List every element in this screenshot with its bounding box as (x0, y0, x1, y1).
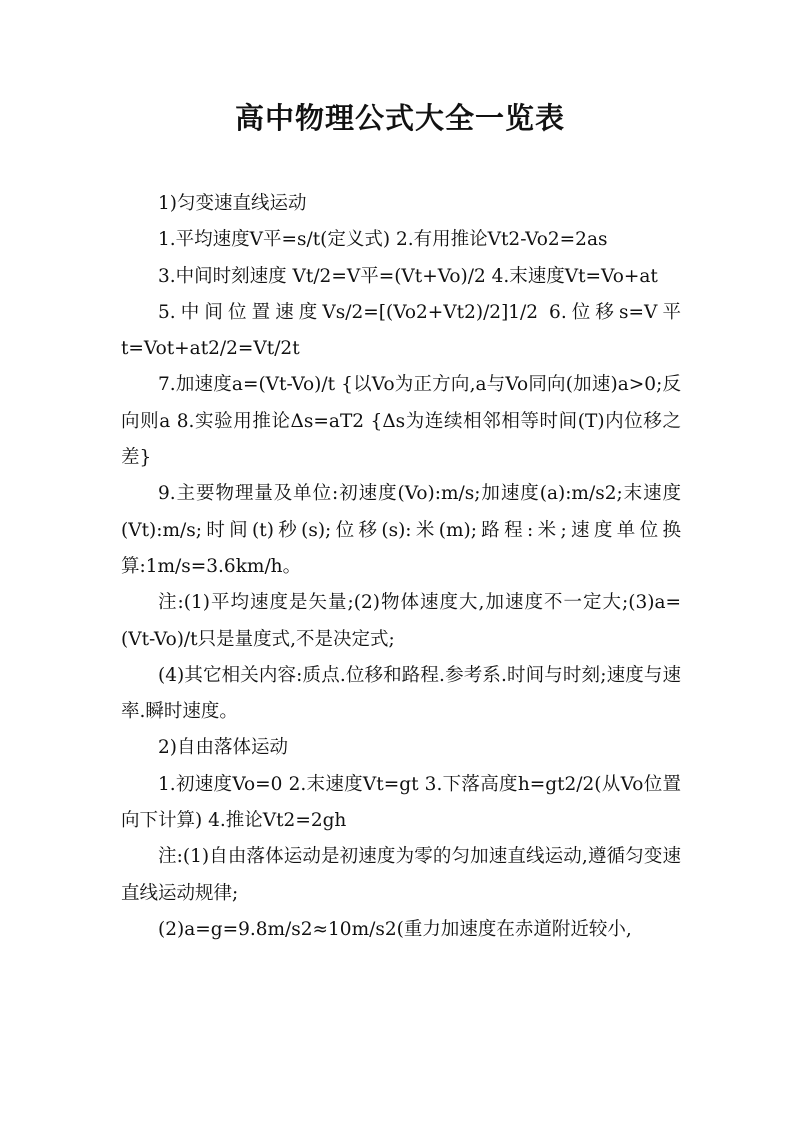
paragraph-free-fall-formulas: 1.初速度Vo=0 2.末速度Vt=gt 3.下落高度h=gt2/2(从Vo位置向下计算) 4.推论Vt2=2gh (121, 773, 681, 832)
paragraph-note-related: (4)其它相关内容:质点.位移和路程.参考系.时间与时刻;速度与速率.瞬时速度。 (121, 664, 681, 723)
paragraph-free-fall-note-1: 注:(1)自由落体运动是初速度为零的匀加速直线运动,遵循匀变速直线运动规律; (121, 846, 681, 904)
document-body (121, 186, 681, 948)
paragraph-note-1: 注:(1)平均速度是矢量;(2)物体速度大,加速度不一定大;(3)a=(Vt-Vo)/t只是量度式,不是决定式; (121, 592, 681, 650)
paragraph-formulas-5-6: 5.中间位置速度Vs/2=[(Vo2+Vt2)/2]1/2 6.位移s=V平t=Vot+at2/2=Vt/2t (121, 301, 681, 360)
paragraph-formulas-7-8: 7.加速度a=(Vt-Vo)/t {以Vo为正方向,a与Vo同向(加速)a>0;反向则a 8.实验用推论Δs=aT2 {Δs为连续相邻相等时间(T)内位移之差} (121, 374, 681, 469)
paragraph-units: 9.主要物理量及单位:初速度(Vo):m/s;加速度(a):m/s2;末速度(Vt):m/s;时间(t)秒(s);位移(s):米(m);路程:米;速度单位换算:1m/s=3.6km/h。 (121, 483, 681, 577)
paragraph-formulas-1-2: 1.平均速度V平=s/t(定义式) 2.有用推论Vt2-Vo2=2as (158, 229, 608, 251)
paragraph-formulas-3-4: 3.中间时刻速度 Vt/2=V平=(Vt+Vo)/2 4.末速度Vt=Vo+at (158, 265, 658, 287)
section-heading-uniform-acceleration: 1)匀变速直线运动 (158, 193, 307, 214)
section-heading-free-fall: 2)自由落体运动 (158, 737, 288, 759)
paragraph-free-fall-note-2: (2)a=g=9.8m/s2≈10m/s2(重力加速度在赤道附近较小, (158, 918, 632, 940)
document-title: 高中物理公式大全一览表 (234, 101, 565, 135)
